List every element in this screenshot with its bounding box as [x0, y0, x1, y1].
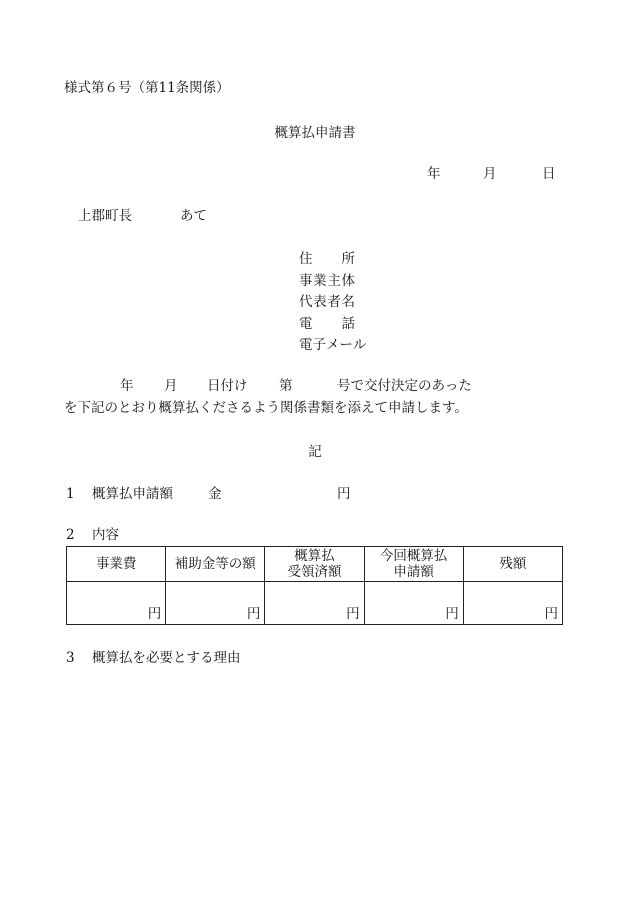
body-month: 月 — [164, 378, 178, 394]
date-day-label: 日 — [542, 166, 556, 182]
header-cell-subsidy-amount: 補助金等の額 — [166, 547, 265, 582]
body-no-prefix: 第 — [279, 378, 293, 394]
form-number-label: 様式第６号（第11条関係） — [64, 80, 230, 96]
document-title: 概算払申請書 — [274, 125, 356, 141]
body-rest: 号で交付決定のあった — [337, 378, 472, 394]
addressee-name: 上郡町長 — [78, 208, 132, 224]
applicant-representative-label: 代表者名 — [299, 294, 355, 310]
date-month-label: 月 — [483, 166, 497, 182]
item1-label: 概算払申請額 — [92, 486, 173, 502]
item3-number: 3 — [66, 650, 75, 666]
header-cell-business-cost: 事業費 — [67, 547, 166, 582]
ki-heading: 記 — [308, 444, 322, 460]
date-year-label: 年 — [427, 166, 441, 182]
body-year: 年 — [120, 378, 134, 394]
item2-number: 2 — [66, 527, 75, 543]
table-header-row — [67, 547, 563, 582]
body-line-2: を下記のとおり概算払くださるよう関係書類を添えて申請します。 — [64, 400, 468, 416]
applicant-address-label: 住 所 — [299, 251, 355, 267]
table-value-row — [67, 582, 563, 625]
value-cell-received-amount: 円 — [265, 582, 364, 625]
addressee-suffix: あて — [180, 208, 207, 224]
value-cell-subsidy-amount: 円 — [166, 582, 265, 625]
applicant-phone-label: 電 話 — [299, 315, 355, 332]
item1-kin: 金 — [208, 486, 222, 502]
body-dated: 日付け — [207, 378, 248, 394]
item1-yen: 円 — [337, 486, 351, 502]
applicant-entity-label: 事業主体 — [299, 272, 355, 289]
content-table — [66, 546, 563, 625]
header-cell-balance: 残額 — [463, 547, 562, 582]
applicant-email-label: 電子メール — [299, 337, 367, 353]
applicant-fields — [299, 251, 366, 359]
value-cell-balance: 円 — [463, 582, 562, 625]
header-cell-current-request: 今回概算払 申請額 — [364, 547, 463, 582]
value-cell-business-cost: 円 — [67, 582, 166, 625]
item2-label: 内容 — [92, 527, 119, 543]
value-cell-current-request: 円 — [364, 582, 463, 625]
item1-number: 1 — [66, 486, 75, 502]
header-cell-received-amount: 概算払 受領済額 — [265, 547, 364, 582]
item3-label: 概算払を必要とする理由 — [92, 650, 241, 666]
